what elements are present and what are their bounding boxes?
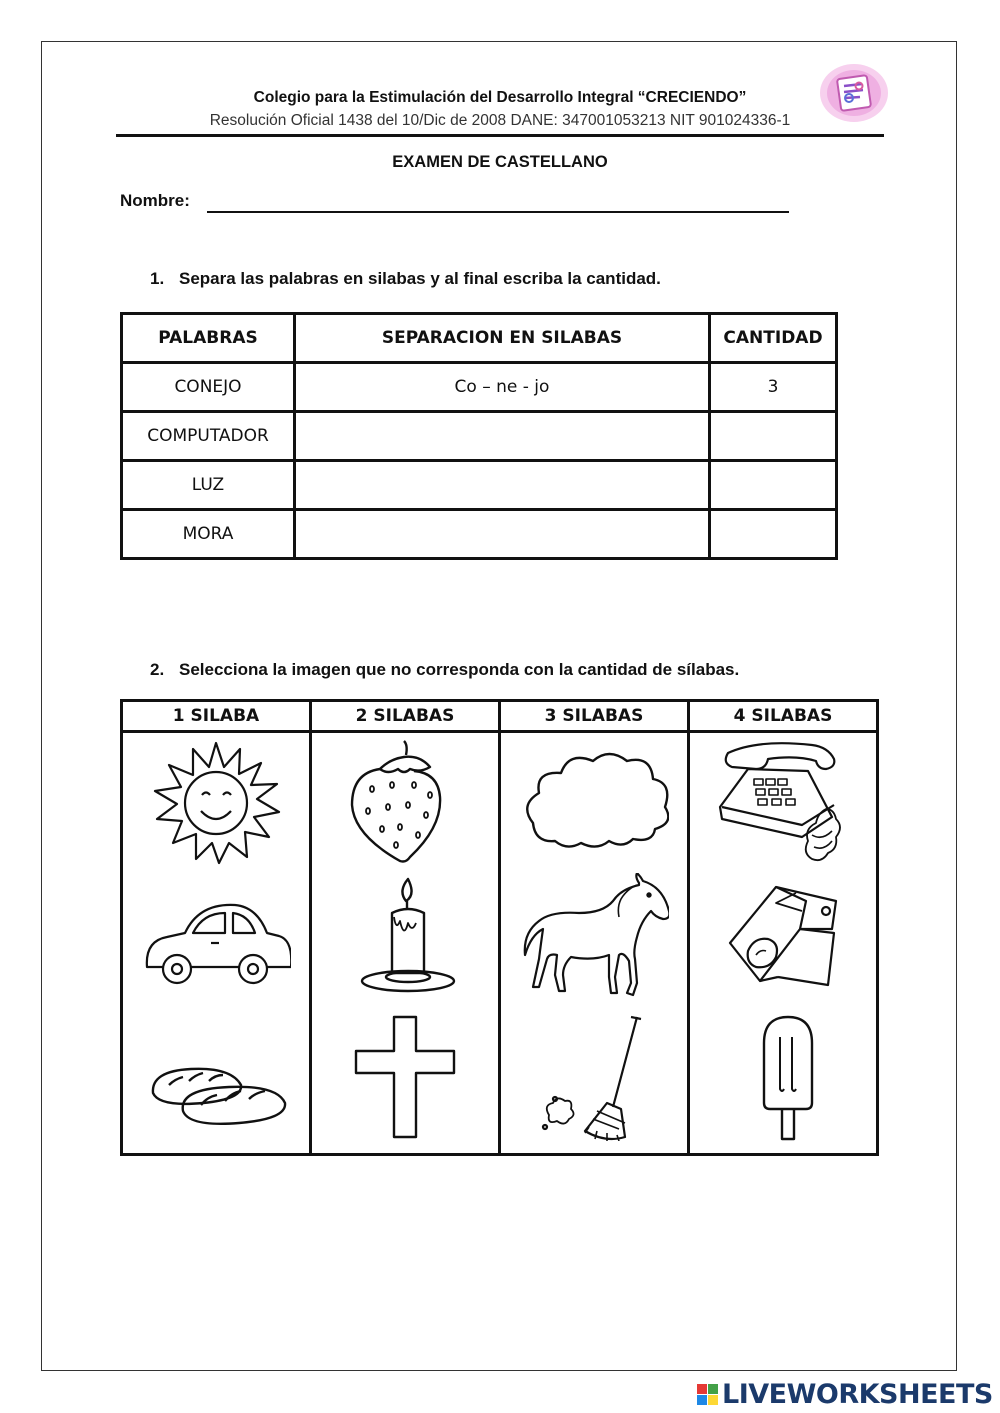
candle-icon[interactable] — [330, 873, 480, 999]
name-label: Nombre: — [120, 191, 190, 210]
word-cell: LUZ — [122, 461, 295, 510]
image-table — [120, 699, 879, 1156]
name-answer-line[interactable] — [207, 211, 789, 213]
school-resolution: Resolución Oficial 1438 del 10/Dic de 2008 DANE: 347001053213 NIT 901024336-1 — [209, 112, 791, 129]
syllable-table — [120, 312, 838, 560]
horse-icon[interactable] — [519, 873, 669, 999]
header-2-syllables: 2 SILABAS — [311, 701, 500, 732]
table-header-row — [122, 314, 837, 363]
strawberry-icon[interactable] — [330, 739, 480, 865]
header-3-syllables: 3 SILABAS — [500, 701, 689, 732]
sharpener-icon[interactable] — [708, 873, 858, 999]
school-logo-icon — [818, 62, 890, 124]
school-name: Colegio para la Estimulación del Desarrollo Integral “CRECIENDO” — [253, 89, 747, 106]
header-words: PALABRAS — [122, 314, 295, 363]
bread-icon[interactable] — [141, 1015, 291, 1141]
cross-icon[interactable] — [330, 1015, 480, 1141]
syllables-cell[interactable] — [295, 412, 710, 461]
header-4-syllables: 4 SILABAS — [689, 701, 878, 732]
count-cell[interactable] — [710, 412, 837, 461]
logo-square-red — [697, 1384, 707, 1394]
question-2-text: Selecciona la imagen que no corresponda con la cantidad de sílabas. — [179, 660, 740, 679]
question-1-text: Separa las palabras en silabas y al final escriba la cantidad. — [179, 269, 661, 288]
car-icon[interactable] — [141, 873, 291, 999]
column-3-syllables — [500, 732, 689, 1155]
image-table-header — [122, 701, 878, 732]
column-2-syllables — [311, 732, 500, 1155]
syllables-cell[interactable]: Co – ne - jo — [295, 363, 710, 412]
sun-icon[interactable] — [141, 739, 291, 865]
syllables-cell[interactable] — [295, 461, 710, 510]
table-row — [122, 461, 837, 510]
header-count: CANTIDAD — [710, 314, 837, 363]
question-1-number: 1. — [150, 269, 165, 288]
liveworksheets-watermark — [697, 1376, 993, 1412]
question-2 — [150, 660, 739, 680]
logo-square-yellow — [708, 1395, 718, 1405]
word-cell: COMPUTADOR — [122, 412, 295, 461]
table-row — [122, 363, 837, 412]
cloud-icon[interactable] — [519, 739, 669, 865]
count-cell[interactable]: 3 — [710, 363, 837, 412]
liveworksheets-logo-icon — [697, 1384, 718, 1405]
popsicle-icon[interactable] — [708, 1015, 858, 1141]
logo-square-blue — [697, 1395, 707, 1405]
count-cell[interactable] — [710, 510, 837, 559]
liveworksheets-text: LIVEWORKSHEETS — [722, 1378, 993, 1410]
column-1-syllable — [122, 732, 311, 1155]
question-1 — [150, 269, 661, 289]
logo-square-green — [708, 1384, 718, 1394]
broom-icon[interactable] — [519, 1015, 669, 1141]
word-cell: MORA — [122, 510, 295, 559]
column-4-syllables — [689, 732, 878, 1155]
header-1-syllable: 1 SILABA — [122, 701, 311, 732]
exam-title: EXAMEN DE CASTELLANO — [392, 153, 608, 171]
syllables-cell[interactable] — [295, 510, 710, 559]
header-syllables: SEPARACION EN SILABAS — [295, 314, 710, 363]
count-cell[interactable] — [710, 461, 837, 510]
word-cell: CONEJO — [122, 363, 295, 412]
table-row — [122, 412, 837, 461]
question-2-number: 2. — [150, 660, 165, 679]
table-row — [122, 510, 837, 559]
header-divider — [116, 134, 884, 137]
telephone-icon[interactable] — [708, 739, 858, 865]
